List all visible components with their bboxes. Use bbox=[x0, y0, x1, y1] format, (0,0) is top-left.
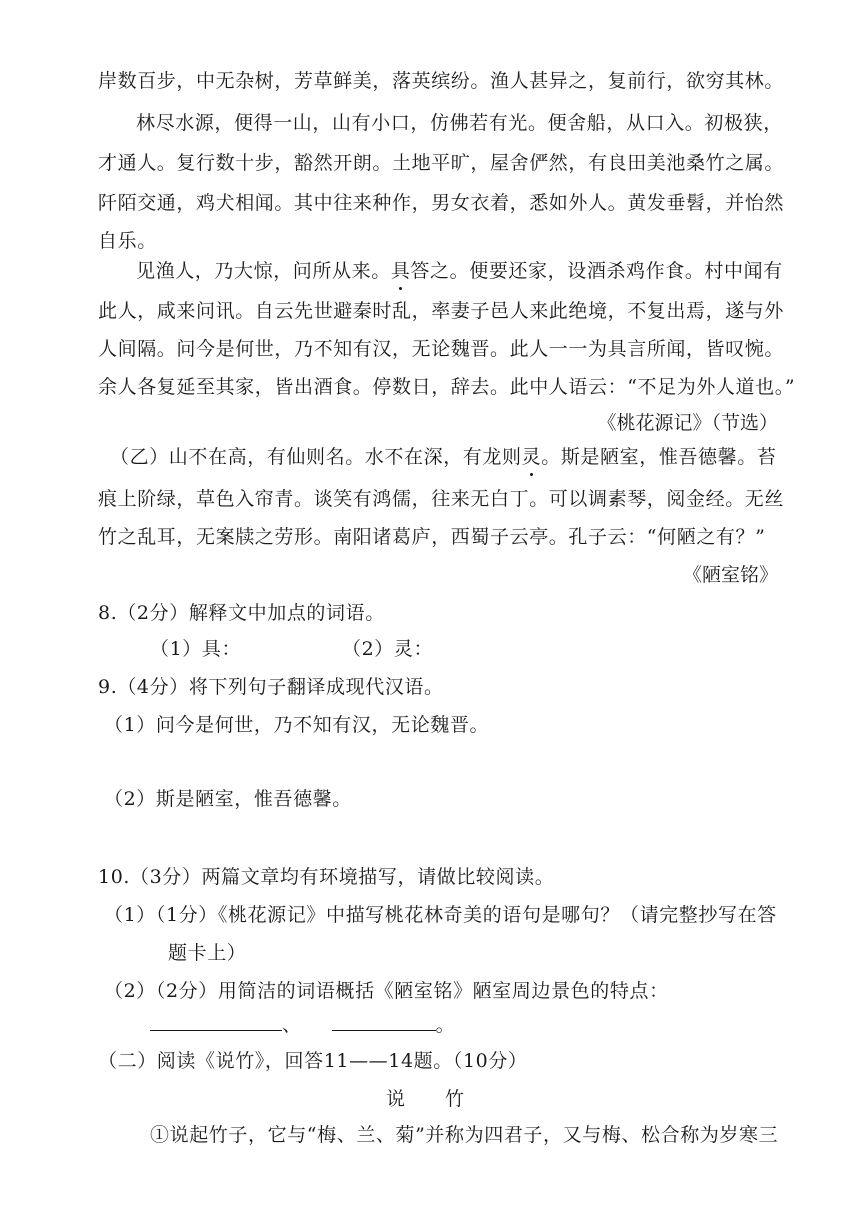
passage-a-line-4: 阡陌交通，鸡犬相闻。其中往来种作，男女衣着，悉如外人。黄发垂髫，并怡然 bbox=[98, 192, 785, 214]
answer-blanks bbox=[150, 1012, 455, 1038]
article-paragraph-1: ①说起竹子，它与“梅、兰、菊”并称为四君子，又与梅、松合称为岁寒三 bbox=[150, 1124, 779, 1146]
passage-a-line-5: 自乐。 bbox=[98, 230, 157, 252]
dotted-word-ling: 灵 bbox=[521, 446, 542, 468]
answer-blank-2[interactable] bbox=[332, 1012, 436, 1031]
passage-b-line-1-post: 。斯是陋室，惟吾德馨。苔 bbox=[541, 446, 777, 468]
question-10-part-1-cont: 题卡上） bbox=[168, 942, 247, 964]
answer-blank-separator: 、 bbox=[282, 1014, 302, 1036]
passage-b-line-1 bbox=[110, 444, 776, 470]
passage-b-source: 《陋室铭》 bbox=[682, 564, 778, 586]
passage-a-line-3: 才通人。复行数十步，豁然开朗。土地平旷，屋舍俨然，有良田美池桑竹之属。 bbox=[98, 152, 785, 174]
question-9-part-2: （2）斯是陋室，惟吾德馨。 bbox=[104, 788, 352, 810]
question-8-part-1: （1）具： bbox=[150, 638, 242, 660]
passage-a-line-1: 岸数百步，中无杂树，芳草鲜美，落英缤纷。渔人甚异之，复前行，欲穷其林。 bbox=[98, 70, 785, 92]
passage-b-line-1-pre: （乙）山不在高，有仙则名。水不在深，有龙则 bbox=[110, 446, 522, 468]
passage-a-line-9: 余人各复延至其家，皆出酒食。停数日，辞去。此中人语云：“不足为外人道也。” bbox=[98, 376, 796, 398]
passage-a-source: 《桃花源记》（节选） bbox=[597, 412, 778, 434]
passage-b-line-3: 竹之乱耳，无案牍之劳形。南阳诸葛庐，西蜀子云亭。孔子云：“何陋之有？” bbox=[98, 526, 766, 548]
question-10: 10.（3分）两篇文章均有环境描写，请做比较阅读。 bbox=[98, 866, 555, 888]
question-9: 9.（4分）将下列句子翻译成现代汉语。 bbox=[98, 676, 444, 698]
question-8: 8.（2分）解释文中加点的词语。 bbox=[98, 602, 385, 624]
answer-blank-end: 。 bbox=[435, 1014, 456, 1036]
question-8-part-2: （2）灵： bbox=[342, 638, 434, 660]
article-title: 说竹 bbox=[386, 1088, 505, 1110]
passage-a-line-6-lead: 见渔 bbox=[136, 260, 176, 282]
question-10-part-2: （2）（2分）用简洁的词语概括《陋室铭》陋室周边景色的特点： bbox=[104, 980, 669, 1002]
passage-a-line-6 bbox=[136, 258, 783, 284]
passage-a-line-8: 人间隔。问今是何世，乃不知有汉，无论魏晋。此人一一为具言所闻，皆叹惋。 bbox=[98, 338, 785, 360]
passage-a-line-6-b: 答之。便要还家，设酒杀鸡作食。村中闻有 bbox=[410, 260, 783, 282]
question-10-part-1: （1）（1分）《桃花源记》中描写桃花林奇美的语句是哪句？（请完整抄写在答 bbox=[104, 904, 777, 926]
dotted-word-ju: 具 bbox=[390, 260, 411, 282]
passage-a-line-2: 林尽水源，便得一山，山有小口，仿佛若有光。便舍船，从口入。初极狭， bbox=[136, 112, 783, 134]
question-9-part-1: （1）问今是何世，乃不知有汉，无论魏晋。 bbox=[104, 714, 490, 736]
answer-blank-1[interactable] bbox=[150, 1012, 282, 1031]
passage-a-line-6-a: 人，乃大惊，问所从来。 bbox=[175, 260, 391, 282]
section-2-heading: （二）阅读《说竹》，回答11——14题。（10分） bbox=[98, 1050, 528, 1072]
passage-b-line-2: 痕上阶绿，草色入帘青。谈笑有鸿儒，往来无白丁。可以调素琴，阅金经。无丝 bbox=[98, 488, 785, 510]
passage-a-line-7: 此人，咸来问讯。自云先世避秦时乱，率妻子邑人来此绝境，不复出焉，遂与外 bbox=[98, 300, 785, 322]
